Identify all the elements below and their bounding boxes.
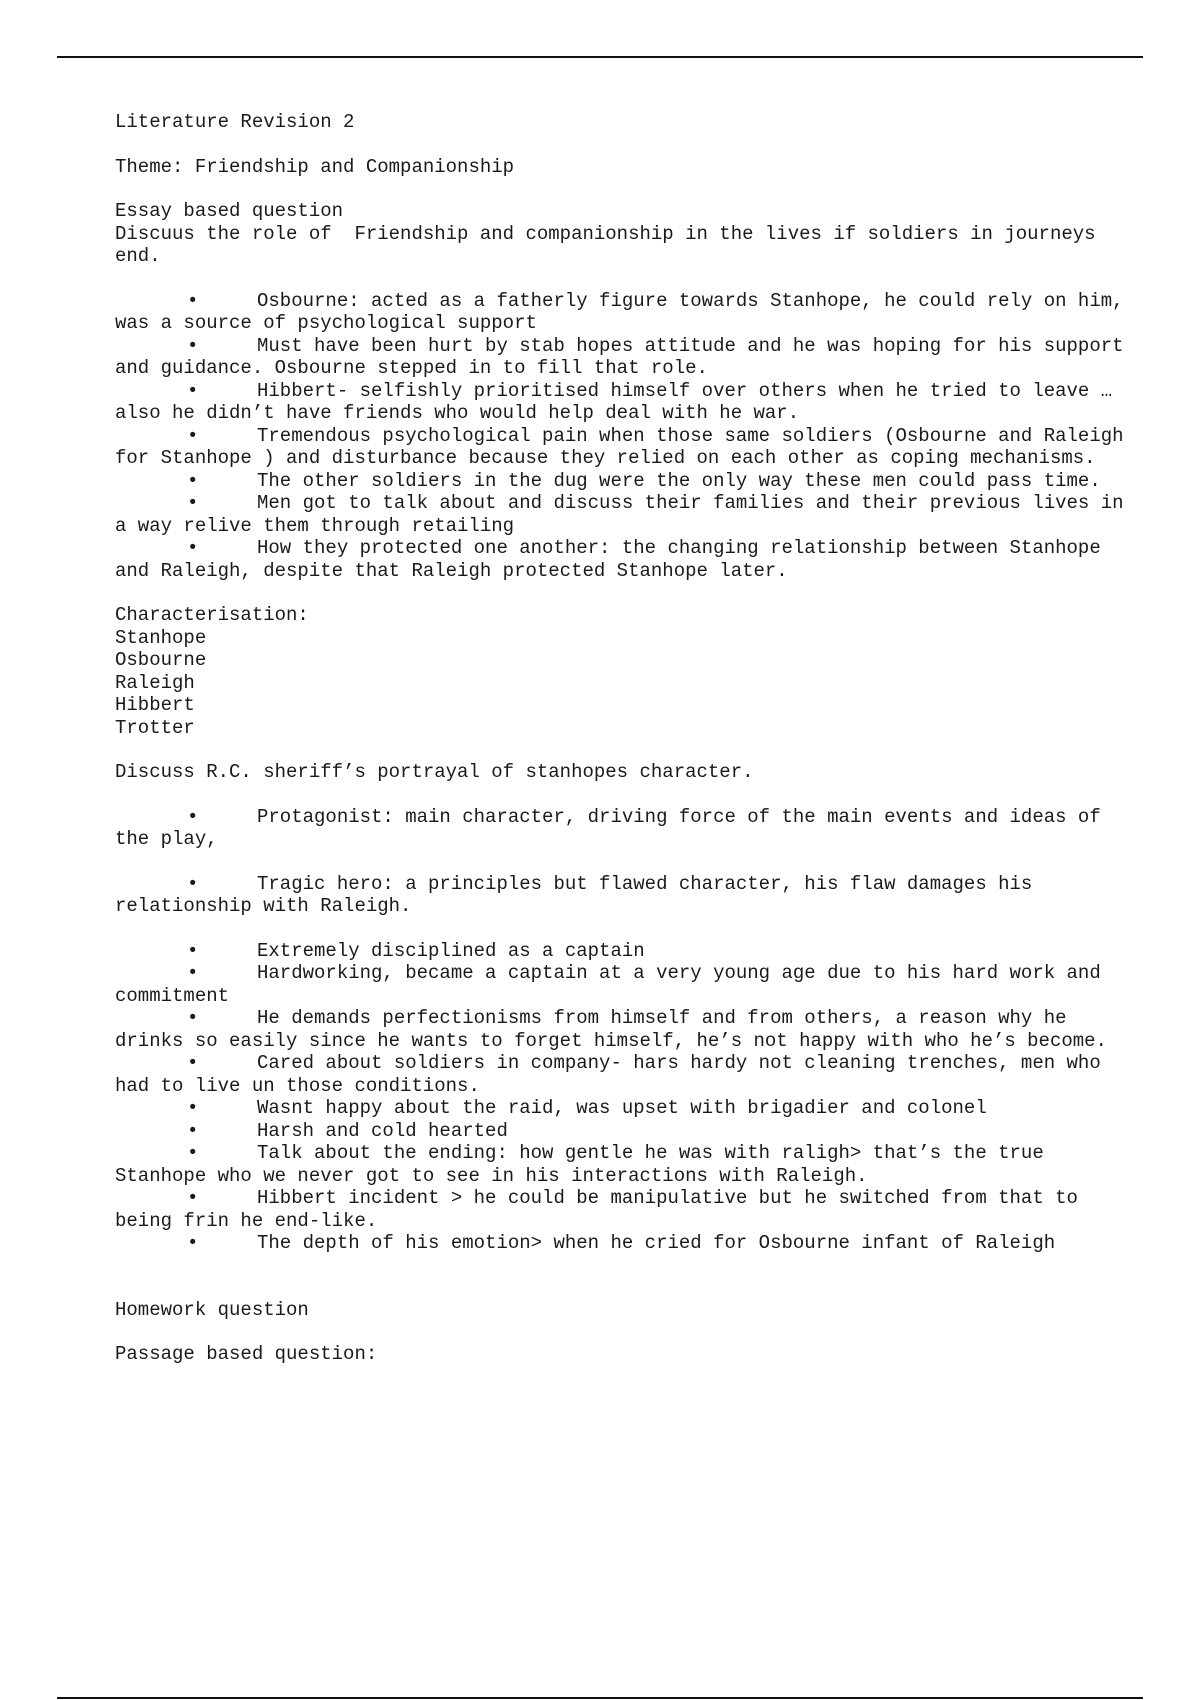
list-item: • Extremely disciplined as a captain — [115, 940, 1135, 963]
essay-question: Discuus the role of Friendship and companionship in the lives if soldiers in journeys end. — [115, 222, 1107, 267]
bullet-icon: • — [187, 939, 199, 962]
bullet-icon: • — [187, 334, 199, 357]
list-item: • Harsh and cold hearted — [115, 1120, 1135, 1143]
bullet-icon: • — [187, 492, 199, 514]
list-item: • Talk about the ending: how gentle he was with raligh> that’s the true Stanhope who we never got to see in his interactions with Raleigh. — [115, 1142, 1056, 1187]
document-body — [115, 111, 1135, 1366]
list-item: • Wasnt happy about the raid, was upset with brigadier and colonel — [115, 1097, 1135, 1120]
character-list — [115, 627, 1135, 740]
list-item: • The other soldiers in the dug were the only way these men could pass time. — [115, 470, 1135, 493]
stanhope-question: Discuss R.C. sheriff’s portrayal of stanhopes character. — [115, 761, 754, 783]
character-name: Hibbert — [115, 694, 195, 716]
friendship-points-list — [115, 290, 1135, 583]
stanhope-points-list — [115, 940, 1135, 1255]
list-item: • Hibbert- selfishly prioritised himself over others when he tried to leave …also he didn’t have friends who would help deal with he war. — [115, 379, 1113, 424]
character-name: Osbourne — [115, 649, 207, 671]
bullet-icon: • — [187, 962, 199, 984]
passage-label: Passage based question: — [115, 1343, 378, 1365]
list-item: • Cared about soldiers in company- hars hardy not cleaning trenches, men who had to live un those conditions. — [115, 1052, 1113, 1097]
theme-heading: Theme: Friendship and Companionship — [115, 155, 515, 178]
bullet-icon: • — [187, 872, 199, 895]
list-item: • Must have been hurt by stab hopes attitude and he was hoping for his support and guidance. Osbourne stepped in to fill that role. — [115, 334, 1135, 379]
bullet-icon: • — [187, 805, 199, 828]
character-name: Raleigh — [115, 671, 195, 694]
bullet-icon: • — [187, 424, 199, 447]
character-name: Trotter — [115, 716, 195, 739]
list-item: • Tremendous psychological pain when those same soldiers (Osbourne and Raleigh for Stanhope ) and disturbance because they relied on each other as coping mechanisms. — [115, 424, 1135, 469]
bullet-icon: • — [187, 1142, 199, 1164]
bullet-icon: • — [187, 379, 199, 402]
characterisation-label: Characterisation: — [115, 604, 309, 626]
list-item: • Men got to talk about and discuss their families and their previous lives in a way relive them through retailing — [115, 492, 1135, 537]
bullet-icon: • — [187, 289, 199, 312]
bullet-icon: • — [187, 1097, 199, 1119]
top-rule — [57, 56, 1143, 58]
list-item: • Hibbert incident > he could be manipulative but he switched from that to being frin he end-like. — [115, 1187, 1090, 1232]
list-item-protagonist: • Protagonist: main character, driving force of the main events and ideas of the play, — [115, 805, 1113, 850]
bullet-icon: • — [187, 537, 199, 559]
list-item: • Osbourne: acted as a fatherly figure towards Stanhope, he could rely on him, was a source of psychological support — [115, 289, 1135, 334]
bottom-rule — [57, 1697, 1143, 1699]
bullet-icon: • — [187, 1232, 199, 1254]
list-item: • He demands perfectionisms from himself and from others, a reason why he drinks so easily since he wants to forget himself, he’s not happy with who he’s become. — [115, 1007, 1107, 1052]
homework-label: Homework question — [115, 1298, 309, 1321]
document-title: Literature Revision 2 — [115, 111, 355, 133]
list-item-tragic-hero: • Tragic hero: a principles but flawed character, his flaw damages his relationship with Raleigh. — [115, 872, 1044, 917]
list-item: • The depth of his emotion> when he cried for Osbourne infant of Raleigh — [115, 1232, 1135, 1255]
bullet-icon: • — [187, 1187, 199, 1209]
bullet-icon: • — [187, 469, 199, 492]
list-item: • How they protected one another: the changing relationship between Stanhope and Raleigh, despite that Raleigh protected Stanhope later. — [115, 537, 1113, 582]
bullet-icon: • — [187, 1052, 199, 1074]
bullet-icon: • — [187, 1007, 199, 1029]
character-name: Stanhope — [115, 626, 207, 649]
bullet-icon: • — [187, 1119, 199, 1142]
list-item: • Hardworking, became a captain at a very young age due to his hard work and commitment — [115, 962, 1113, 1007]
essay-label: Essay based question — [115, 200, 344, 222]
